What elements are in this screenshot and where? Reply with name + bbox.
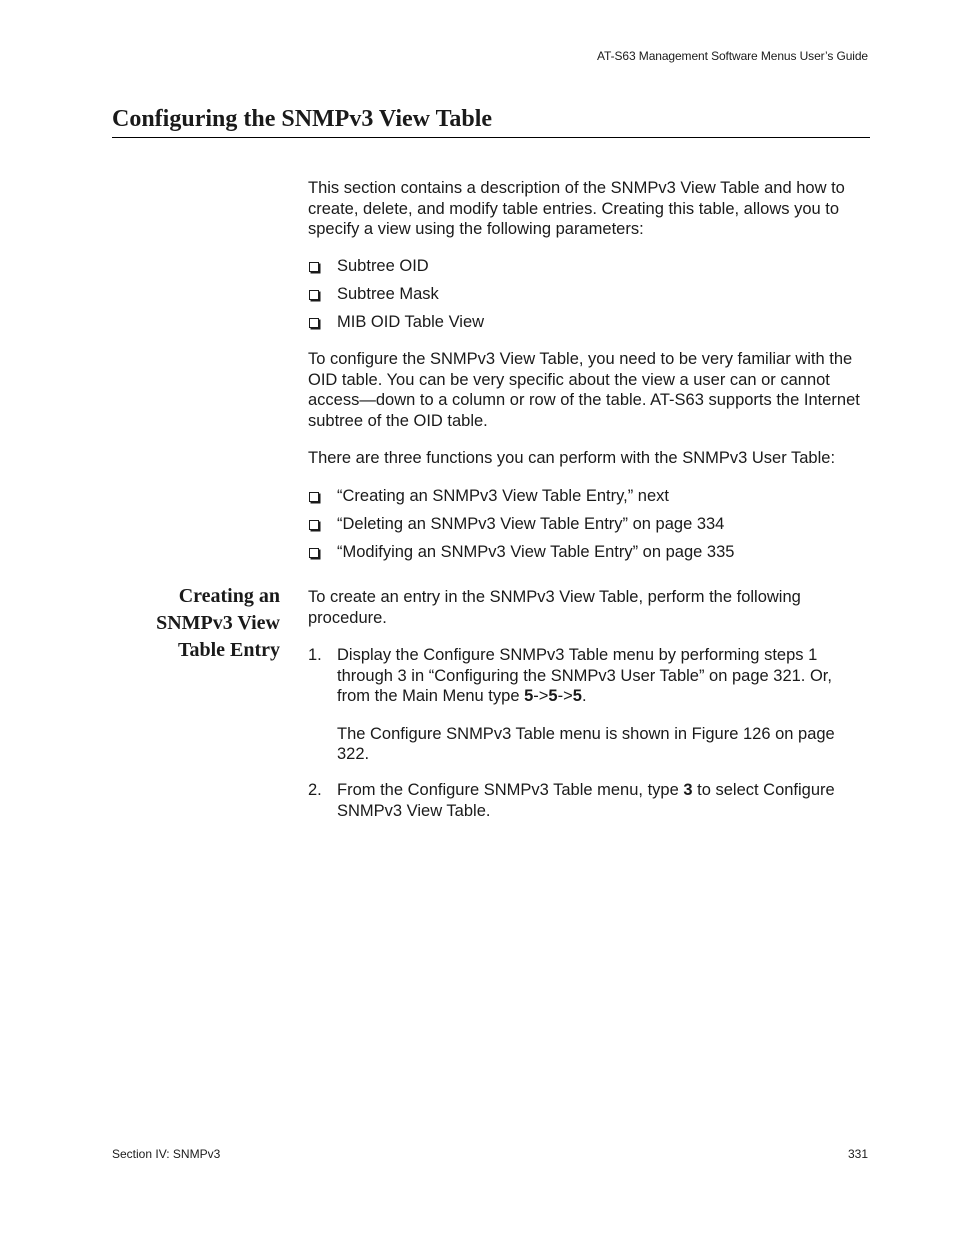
checkbox-bullet-icon bbox=[309, 318, 319, 328]
list-item: “Deleting an SNMPv3 View Table Entry” on page 334 bbox=[308, 514, 868, 542]
parameters-list bbox=[308, 256, 868, 340]
step-text: From the Configure SNMPv3 Table menu, type 3 to select Configure SNMPv3 View Table. bbox=[337, 781, 835, 820]
checkbox-bullet-icon bbox=[309, 548, 319, 558]
step-number: 2. bbox=[308, 781, 322, 799]
functions-list bbox=[308, 486, 868, 570]
functions-intro-block bbox=[308, 448, 868, 469]
procedure-intro: To create an entry in the SNMPv3 View Table, perform the following procedure. bbox=[308, 588, 801, 627]
intro-block bbox=[308, 178, 868, 240]
checkbox-bullet-icon bbox=[309, 520, 319, 530]
key: 5 bbox=[524, 687, 534, 705]
section-heading-line: Table Entry bbox=[177, 639, 280, 661]
list-item: “Modifying an SNMPv3 View Table Entry” on page 335 bbox=[308, 542, 868, 570]
page-number: 331 bbox=[847, 1147, 868, 1161]
intro-paragraph: This section contains a description of the SNMPv3 View Table and how to create, delete, and modify table entries. Creating this table, allows you to specify a view using the following parameters: bbox=[308, 179, 845, 238]
checkbox-bullet-icon bbox=[309, 290, 319, 300]
key: 5 bbox=[548, 687, 558, 705]
footer-section: Section IV: SNMPv3 bbox=[112, 1147, 221, 1161]
functions-list-block bbox=[308, 486, 868, 570]
checkbox-bullet-icon bbox=[309, 262, 319, 272]
section-heading bbox=[112, 583, 280, 664]
config-paragraph: To configure the SNMPv3 View Table, you need to be very familiar with the OID table. You can be very specific about the view a user can or cannot access—down to a column or row of the table. AT-S63 supports the Internet subtree of the OID table. bbox=[308, 350, 860, 430]
section-heading-line: SNMPv3 View bbox=[156, 612, 280, 634]
step-note: The Configure SNMPv3 Table menu is shown in Figure 126 on page 322. bbox=[337, 724, 835, 763]
running-header: AT-S63 Management Software Menus User’s Guide bbox=[597, 49, 868, 63]
key: 3 bbox=[683, 781, 693, 799]
key: 5 bbox=[572, 687, 582, 705]
parameters-list-block bbox=[308, 256, 868, 340]
config-paragraph-block bbox=[308, 349, 868, 431]
functions-intro: There are three functions you can perform with the SNMPv3 User Table: bbox=[308, 449, 836, 467]
list-item: Subtree Mask bbox=[308, 284, 868, 312]
step-number: 1. bbox=[308, 646, 322, 664]
procedure-intro-block bbox=[308, 587, 868, 628]
step-2 bbox=[308, 780, 868, 821]
section-heading-line: Creating an bbox=[178, 585, 280, 607]
step-1 bbox=[308, 645, 868, 765]
list-item: Subtree OID bbox=[308, 256, 868, 284]
list-item: MIB OID Table View bbox=[308, 312, 868, 340]
step-text: Display the Configure SNMPv3 Table menu by performing steps 1 through 3 in “Configuring the SNMPv3 User Table” on page 321. Or, from the Main Menu type 5->5->5. bbox=[337, 646, 832, 705]
page-title: Configuring the SNMPv3 View Table bbox=[112, 106, 870, 138]
checkbox-bullet-icon bbox=[309, 492, 319, 502]
list-item: “Creating an SNMPv3 View Table Entry,” next bbox=[308, 486, 868, 514]
